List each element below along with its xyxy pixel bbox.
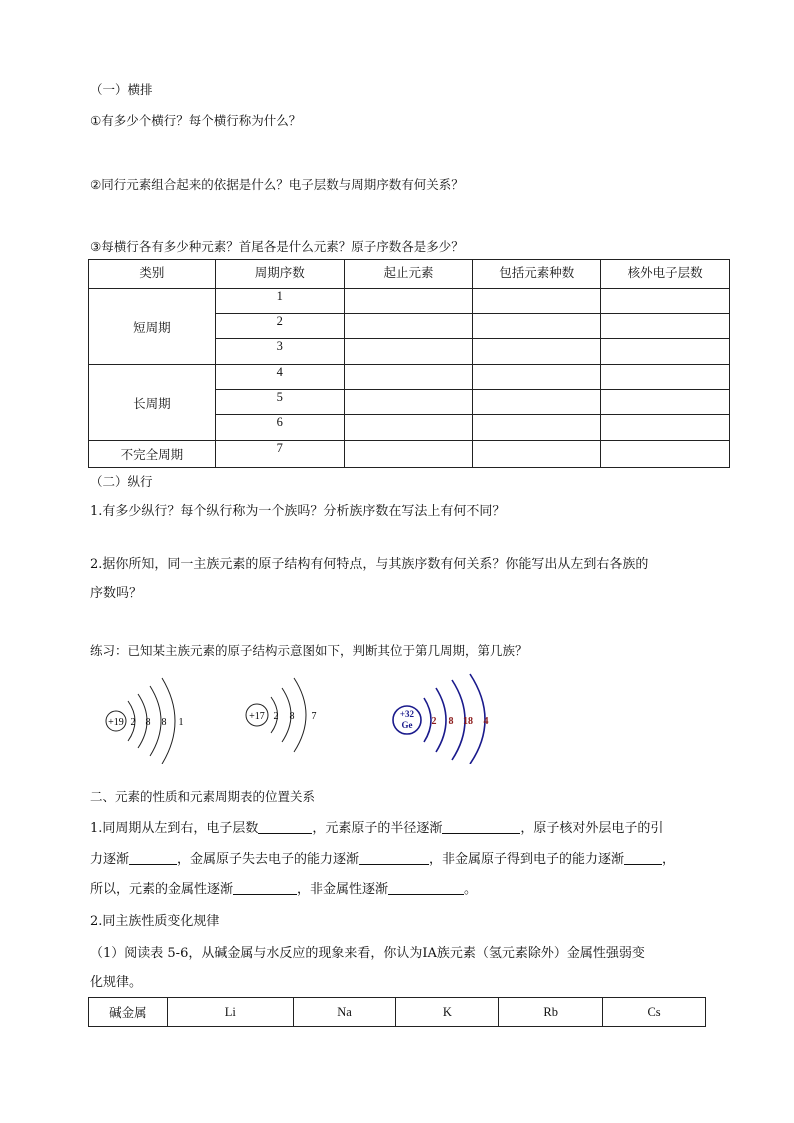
element-na: Na (293, 998, 396, 1027)
cell[interactable] (473, 339, 601, 365)
text: 所以，元素的金属性逐渐 (90, 882, 234, 897)
text: ， (662, 852, 676, 867)
atom2-shell-2: 8 (289, 711, 295, 722)
atom1-shell-4: 1 (178, 717, 184, 728)
cell[interactable] (344, 289, 473, 314)
fill-blank[interactable] (359, 852, 429, 865)
element-li: Li (167, 998, 293, 1027)
fill-blank[interactable] (388, 882, 464, 895)
atom2-nucleus: +17 (249, 711, 265, 722)
cell[interactable] (344, 339, 473, 365)
text: 力逐渐 (90, 852, 130, 867)
fill-blank[interactable] (129, 852, 177, 865)
question-3: ③每横行各有多少种元素？首尾各是什么元素？原子序数各是多少？ (90, 239, 464, 254)
atom1-nucleus: +19 (108, 717, 124, 728)
cell[interactable] (601, 365, 730, 390)
period-trend-line2 (90, 848, 675, 867)
text: 。 (464, 882, 478, 897)
fill-blank[interactable] (624, 852, 662, 865)
cell[interactable] (344, 314, 473, 339)
element-k: K (396, 998, 499, 1027)
atom3-shell-3: 18 (463, 716, 473, 727)
cell[interactable] (473, 441, 601, 468)
cell[interactable] (601, 441, 730, 468)
text: ，非金属原子得到电子的能力逐渐 (429, 852, 625, 867)
cell[interactable] (473, 365, 601, 390)
group-rule-heading: 2.同主族性质变化规律 (90, 914, 220, 929)
atom1-shell-1: 2 (130, 717, 136, 728)
cell[interactable] (344, 441, 473, 468)
atom2-shell-1: 2 (273, 711, 279, 722)
column-question-1: 1.有多少纵行？每个纵行称为一个族吗？分析族序数在写法上有何不同？ (90, 504, 506, 519)
period-3: 3 (215, 339, 344, 365)
atom-structure-diagrams (100, 672, 500, 764)
period-trend-line3 (90, 878, 477, 897)
cell[interactable] (601, 289, 730, 314)
cell[interactable] (601, 339, 730, 365)
atom-diagram-germanium (393, 674, 489, 764)
element-rb: Rb (499, 998, 603, 1027)
atom3-shell-2: 8 (448, 716, 454, 727)
header-shell-count: 核外电子层数 (601, 260, 730, 289)
part2-heading: 二、元素的性质和元素周期表的位置关系 (90, 789, 316, 804)
atom1-shell-2: 8 (145, 717, 151, 728)
group-incomplete-period: 不完全周期 (89, 441, 216, 468)
header-category: 类别 (89, 260, 216, 289)
section-heading-rows: （一）横排 (90, 82, 153, 97)
text: ，金属原子失去电子的能力逐渐 (177, 852, 360, 867)
cell[interactable] (344, 415, 473, 441)
alkali-label: 碱金属 (89, 998, 168, 1027)
reading-question-line2: 化规律。 (90, 975, 143, 990)
atom3-nucleus: +32 (399, 709, 415, 719)
atom-diagram-chlorine (246, 678, 317, 752)
fill-blank[interactable] (258, 821, 312, 834)
period-6: 6 (215, 415, 344, 441)
header-period-number: 周期序数 (215, 260, 344, 289)
text: ，非金属性逐渐 (297, 882, 389, 897)
period-trend-line1 (90, 817, 663, 836)
group-long-period: 长周期 (89, 365, 216, 441)
text: ，元素原子的半径逐渐 (312, 821, 443, 836)
period-5: 5 (215, 390, 344, 415)
alkali-metal-table (88, 997, 706, 1027)
header-element-count: 包括元素种数 (473, 260, 601, 289)
atom3-symbol: Ge (401, 720, 413, 730)
cell[interactable] (473, 314, 601, 339)
text: 1.同周期从左到右，电子层数 (90, 821, 259, 836)
text: ，原子核对外层电子的引 (520, 821, 664, 836)
group-short-period: 短周期 (89, 289, 216, 365)
exercise-text: 练习：已知某主族元素的原子结构示意图如下，判断其位于第几周期，第几族？ (90, 643, 528, 658)
atom2-shell-3: 7 (311, 711, 317, 722)
period-1: 1 (215, 289, 344, 314)
period-7: 7 (215, 441, 344, 468)
reading-question-line1: （1）阅读表 5-6，从碱金属与水反应的现象来看，你认为ⅠA族元素（氢元素除外）金属性强弱变 (90, 946, 645, 961)
cell[interactable] (344, 390, 473, 415)
cell[interactable] (344, 365, 473, 390)
cell[interactable] (601, 415, 730, 441)
cell[interactable] (473, 415, 601, 441)
section-heading-columns: （二）纵行 (90, 474, 153, 489)
fill-blank[interactable] (233, 882, 297, 895)
cell[interactable] (473, 390, 601, 415)
column-question-2-line2: 序数吗？ (90, 586, 143, 601)
atom3-shell-1: 2 (431, 716, 437, 727)
question-2: ②同行元素组合起来的依据是什么？电子层数与周期序数有何关系？ (90, 177, 464, 192)
cell[interactable] (601, 314, 730, 339)
element-cs: Cs (603, 998, 706, 1027)
atom3-shell-4: 4 (483, 716, 489, 727)
question-1: ①有多少个横行？每个横行称为什么？ (90, 113, 302, 128)
cell[interactable] (473, 289, 601, 314)
cell[interactable] (601, 390, 730, 415)
period-4: 4 (215, 365, 344, 390)
header-start-end-element: 起止元素 (344, 260, 473, 289)
period-table (88, 259, 730, 468)
atom1-shell-3: 8 (161, 717, 167, 728)
column-question-2-line1: 2.据你所知，同一主族元素的原子结构有何特点，与其族序数有何关系？你能写出从左到右各族的 (90, 557, 649, 572)
period-2: 2 (215, 314, 344, 339)
atom-diagram-potassium (106, 678, 184, 764)
fill-blank[interactable] (442, 821, 520, 834)
